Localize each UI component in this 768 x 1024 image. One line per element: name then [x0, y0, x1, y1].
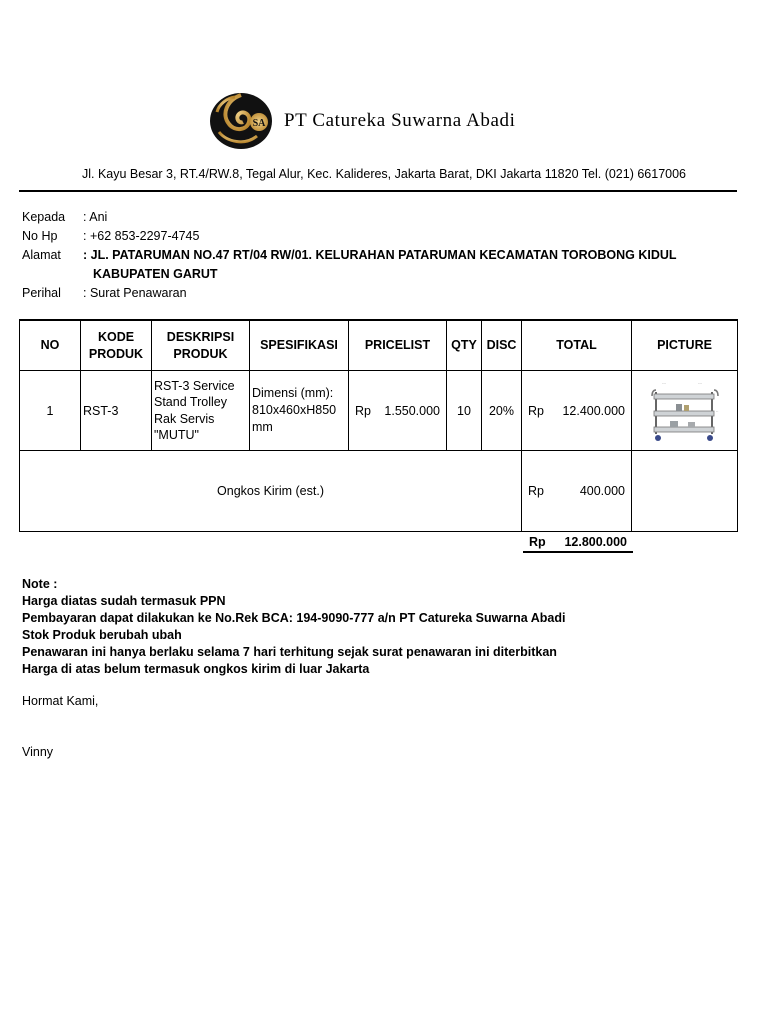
- item-no: 1: [20, 371, 81, 451]
- header-picture: PICTURE: [632, 320, 738, 371]
- perihal-value: : Surat Penawaran: [83, 286, 187, 300]
- perihal-label: Perihal: [22, 286, 61, 300]
- service-trolley-icon: [648, 378, 722, 444]
- grand-total-value: 12.800.000: [564, 535, 627, 549]
- nohp-label: No Hp: [22, 229, 58, 243]
- item-kode: RST-3: [81, 371, 152, 451]
- header-disc: DISC: [482, 320, 522, 371]
- header-pricelist: PRICELIST: [349, 320, 447, 371]
- header-total: TOTAL: [522, 320, 632, 371]
- kepada-value: : Ani: [83, 210, 108, 224]
- header-no: NO: [20, 320, 81, 371]
- closing-text: Hormat Kami,: [22, 694, 99, 708]
- subject-row: [22, 284, 677, 303]
- kepada-label: Kepada: [22, 210, 66, 224]
- header-divider: [19, 190, 737, 192]
- letterhead: [0, 92, 768, 152]
- note-line: Penawaran ini hanya berlaku selama 7 hari terhitung sejak surat penawaran ini diterbitkan: [22, 645, 557, 659]
- header-kode: KODE PRODUK: [81, 320, 152, 371]
- grand-total-currency: Rp: [529, 535, 546, 549]
- note-line: Stok Produk berubah ubah: [22, 628, 182, 642]
- table-row: [20, 371, 738, 451]
- item-picture: [632, 371, 738, 451]
- item-deskripsi: RST-3 Service Stand Trolley Rak Servis "MUTU": [152, 371, 250, 451]
- signer-name: Vinny: [22, 745, 54, 759]
- nohp-value: : +62 853-2297-4745: [83, 229, 200, 243]
- header-qty: QTY: [447, 320, 482, 371]
- grand-total: [523, 533, 633, 553]
- recipient-row: [22, 208, 677, 227]
- item-total: Rp 12.400.000: [522, 371, 632, 451]
- shipping-row: [20, 451, 738, 532]
- item-pricelist: Rp 1.550.000: [349, 371, 447, 451]
- header-deskripsi: DESKRIPSI PRODUK: [152, 320, 250, 371]
- address-row: [22, 246, 677, 265]
- recipient-info: [22, 208, 677, 303]
- company-address: Jl. Kayu Besar 3, RT.4/RW.8, Tegal Alur, Kec. Kalideres, Jakarta Barat, DKI Jakarta 11820 Tel. (021) 6617006: [81, 167, 687, 181]
- shipping-amount: Rp 400.000: [522, 451, 632, 532]
- quotation-table: [19, 319, 738, 532]
- item-disc: 20%: [482, 371, 522, 451]
- alamat-value-line2: KABUPATEN GARUT: [93, 267, 218, 281]
- shipping-label: Ongkos Kirim (est.): [20, 451, 522, 532]
- company-name: PT Catureka Suwarna Abadi: [284, 110, 516, 131]
- notes-title: Note :: [22, 577, 58, 591]
- note-line: Pembayaran dapat dilakukan ke No.Rek BCA: 194-9090-777 a/n PT Catureka Suwarna Abadi: [22, 611, 566, 625]
- note-line: Harga di atas belum termasuk ongkos kirim di luar Jakarta: [22, 662, 370, 676]
- table-header-row: [20, 320, 738, 371]
- alamat-label: Alamat: [22, 248, 61, 262]
- item-spesifikasi: Dimensi (mm): 810x460xH850 mm: [250, 371, 349, 451]
- shipping-picture-empty: [632, 451, 738, 532]
- header-spesifikasi: SPESIFIKASI: [250, 320, 349, 371]
- svg-text:SA: SA: [252, 118, 266, 129]
- note-line: Harga diatas sudah termasuk PPN: [22, 594, 226, 608]
- item-qty: 10: [447, 371, 482, 451]
- notes-section: [22, 576, 566, 678]
- alamat-value-line1: : JL. PATARUMAN NO.47 RT/04 RW/01. KELURAHAN PATARUMAN KECAMATAN TOROBONG KIDUL: [83, 248, 677, 262]
- svg-text:--: --: [715, 408, 718, 413]
- svg-text:---: ---: [661, 379, 666, 385]
- company-logo-icon: [209, 92, 273, 150]
- phone-row: [22, 227, 677, 246]
- svg-text:---: ---: [697, 379, 702, 385]
